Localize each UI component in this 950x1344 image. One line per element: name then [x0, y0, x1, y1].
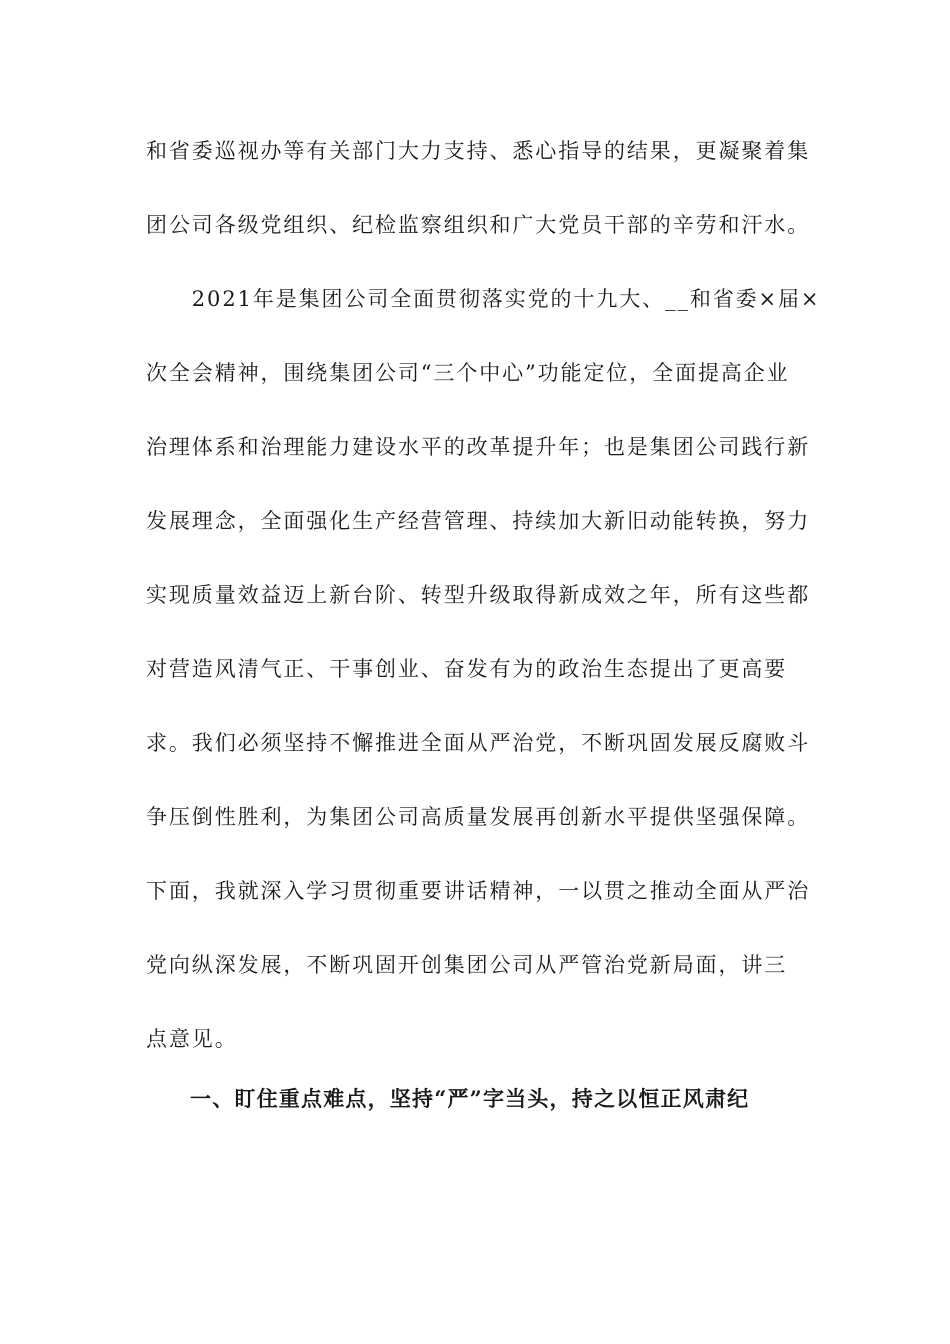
paragraph-line: 求。我们必须坚持不懈推进全面从严治党，不断巩固发展反腐败斗: [146, 731, 811, 755]
paragraph-line: 2021年是集团公司全面贯彻落实党的十九大、__和省委×届×: [146, 287, 821, 311]
paragraph-line: 下面，我就深入学习贯彻重要讲话精神，一以贯之推动全面从严治: [146, 879, 811, 903]
paragraph-line: 争压倒性胜利，为集团公司高质量发展再创新水平提供坚强保障。: [146, 805, 811, 829]
paragraph-line: 实现质量效益迈上新台阶、转型升级取得新成效之年，所有这些都: [146, 583, 811, 607]
paragraph-line: 党向纵深发展，不断巩固开创集团公司从严管治党新局面，讲三: [146, 953, 788, 977]
paragraph-line: 治理体系和治理能力建设水平的改革提升年；也是集团公司践行新: [146, 435, 811, 459]
paragraph-line: 次全会精神，围绕集团公司“三个中心”功能定位，全面提高企业: [146, 361, 790, 385]
paragraph-line: 点意见。: [146, 1027, 238, 1051]
paragraph-line: 发展理念，全面强化生产经营管理、持续加大新旧动能转换，努力: [146, 509, 811, 533]
section-heading: 一、盯住重点难点，坚持“严”字当头，持之以恒正风肃纪: [190, 1086, 750, 1111]
paragraph-line: 对营造风清气正、干事创业、奋发有为的政治生态提出了更高要: [146, 657, 788, 681]
paragraph-line: 和省委巡视办等有关部门大力支持、悉心指导的结果，更凝聚着集: [146, 139, 811, 163]
paragraph-line: 团公司各级党组织、纪检监察组织和广大党员干部的辛劳和汗水。: [146, 213, 811, 237]
